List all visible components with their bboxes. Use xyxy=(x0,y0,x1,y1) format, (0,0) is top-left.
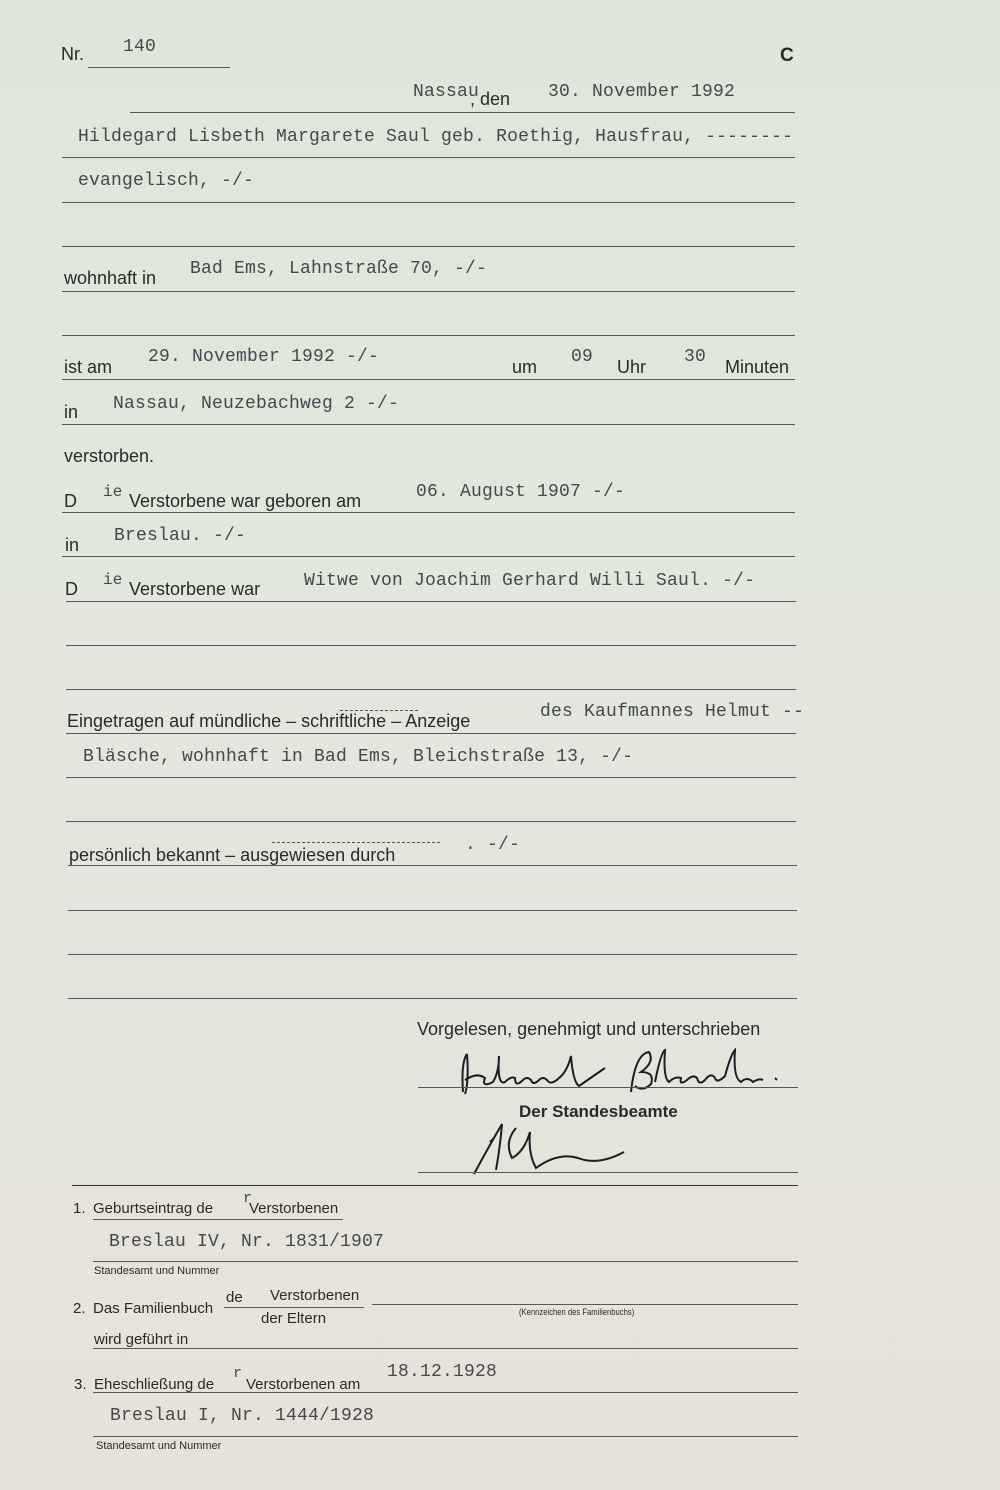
item1-label-underline xyxy=(93,1219,343,1220)
item2-label2: wird geführt in xyxy=(94,1331,189,1348)
marriage-register-entry: Breslau I, Nr. 1444/1928 xyxy=(110,1406,375,1426)
item2-location-line xyxy=(93,1348,798,1349)
um-label: um xyxy=(512,357,538,377)
verstorben-label: verstorben. xyxy=(64,446,155,466)
uhr-label: Uhr xyxy=(617,357,647,377)
religion-underline xyxy=(62,202,795,203)
strike-mark xyxy=(272,842,440,843)
item2-label: Das Familienbuch xyxy=(93,1300,214,1317)
item1-label2: Verstorbenen xyxy=(249,1200,339,1217)
minuten-label: Minuten xyxy=(725,357,790,377)
status-d-label: D xyxy=(65,579,78,599)
deceased-name: Hildegard Lisbeth Margarete Saul geb. Roethig, Hausfrau, -------- xyxy=(78,127,794,147)
record-date: 30. November 1992 xyxy=(548,82,736,102)
item3-caption: Standesamt und Nummer xyxy=(96,1440,222,1452)
item3-number: 3. xyxy=(74,1376,87,1393)
vorgelesen-text: Vorgelesen, genehmigt und unterschrieben xyxy=(417,1019,761,1039)
marital-status: Witwe von Joachim Gerhard Willi Saul. -/- xyxy=(304,571,756,591)
item2-number: 2. xyxy=(73,1300,86,1317)
informant-signature-line xyxy=(418,1087,798,1088)
registrar-signature xyxy=(468,1118,638,1180)
blank-line xyxy=(68,998,797,999)
nr-underline xyxy=(88,67,230,68)
religion: evangelisch, -/- xyxy=(78,171,255,191)
strike-mark xyxy=(340,710,418,711)
birth-d-label: D xyxy=(64,491,77,511)
death-date: 29. November 1992 -/- xyxy=(148,347,380,367)
registrar-signature-line xyxy=(418,1172,798,1173)
blank-line xyxy=(66,689,796,690)
item3-value-underline xyxy=(93,1436,798,1437)
form-letter: C xyxy=(780,45,794,66)
registration-label: Eingetragen auf mündliche – schriftliche – Anzeige xyxy=(67,711,471,731)
item3-suffix: r xyxy=(233,1365,243,1382)
item3-label: Eheschließung de xyxy=(94,1376,215,1393)
death-date-underline xyxy=(62,379,795,380)
birth-label: Verstorbene war geboren am xyxy=(129,491,362,511)
den-label: , den xyxy=(470,89,511,109)
ist-am-label: ist am xyxy=(64,357,113,377)
name-underline xyxy=(62,157,795,158)
footer-divider xyxy=(72,1185,798,1186)
item2-fraction-line xyxy=(224,1307,364,1308)
item2-de: de xyxy=(226,1289,243,1306)
informant-underline xyxy=(66,777,796,778)
item1-caption: Standesamt und Nummer xyxy=(94,1265,220,1277)
blank-line xyxy=(62,335,795,336)
blank-line xyxy=(66,821,796,822)
informant-line2: Bläsche, wohnhaft in Bad Ems, Bleichstraße 13, -/- xyxy=(83,747,634,767)
item1-label: Geburtseintrag de xyxy=(93,1200,214,1217)
status-label: Verstorbene war xyxy=(129,579,261,599)
identity-label: persönlich bekannt – ausgewiesen durch xyxy=(69,845,396,865)
birth-in-label: in xyxy=(65,535,80,555)
date-underline xyxy=(130,112,795,113)
nr-label: Nr. xyxy=(61,44,85,64)
birth-place-underline xyxy=(62,556,795,557)
blank-line xyxy=(66,645,796,646)
death-hour: 09 xyxy=(571,347,594,367)
death-place: Nassau, Neuzebachweg 2 -/- xyxy=(113,394,400,414)
identity-underline xyxy=(68,865,797,866)
entry-number: 140 xyxy=(123,37,157,57)
birth-date: 06. August 1907 -/- xyxy=(416,482,626,502)
registration-underline xyxy=(66,733,796,734)
registrar-label: Der Standesbeamte xyxy=(519,1102,678,1121)
blank-line xyxy=(68,910,797,911)
identity-value: . -/- xyxy=(465,835,521,855)
birth-register-entry: Breslau IV, Nr. 1831/1907 xyxy=(109,1232,385,1252)
item3-label2: Verstorbenen am xyxy=(246,1376,361,1393)
status-underline xyxy=(66,601,796,602)
informant-line1: des Kaufmannes Helmut -- xyxy=(540,702,805,722)
marriage-date: 18.12.1928 xyxy=(387,1362,498,1382)
death-place-underline xyxy=(62,424,795,425)
birth-ie-suffix: ie xyxy=(103,483,123,501)
blank-line xyxy=(62,246,795,247)
place: Nassau xyxy=(413,82,480,102)
status-ie-suffix: ie xyxy=(103,571,123,589)
item1-suffix: r xyxy=(243,1190,253,1207)
address-underline xyxy=(62,291,795,292)
item2-option-deceased: Verstorbenen xyxy=(270,1287,360,1304)
item1-value-underline xyxy=(93,1261,798,1262)
item2-option-parents: der Eltern xyxy=(261,1310,327,1327)
address: Bad Ems, Lahnstraße 70, -/- xyxy=(190,259,488,279)
item2-value-line xyxy=(372,1304,798,1305)
item2-caption: (Kennzeichen des Familienbuchs) xyxy=(519,1307,635,1317)
item1-number: 1. xyxy=(73,1200,86,1217)
death-in-label: in xyxy=(64,402,79,422)
wohnhaft-label: wohnhaft in xyxy=(64,268,157,288)
death-minutes: 30 xyxy=(684,347,707,367)
birth-place: Breslau. -/- xyxy=(114,526,247,546)
birth-date-underline xyxy=(62,512,795,513)
item3-date-underline xyxy=(93,1392,798,1393)
informant-signature xyxy=(455,1042,805,1102)
blank-line xyxy=(68,954,797,955)
